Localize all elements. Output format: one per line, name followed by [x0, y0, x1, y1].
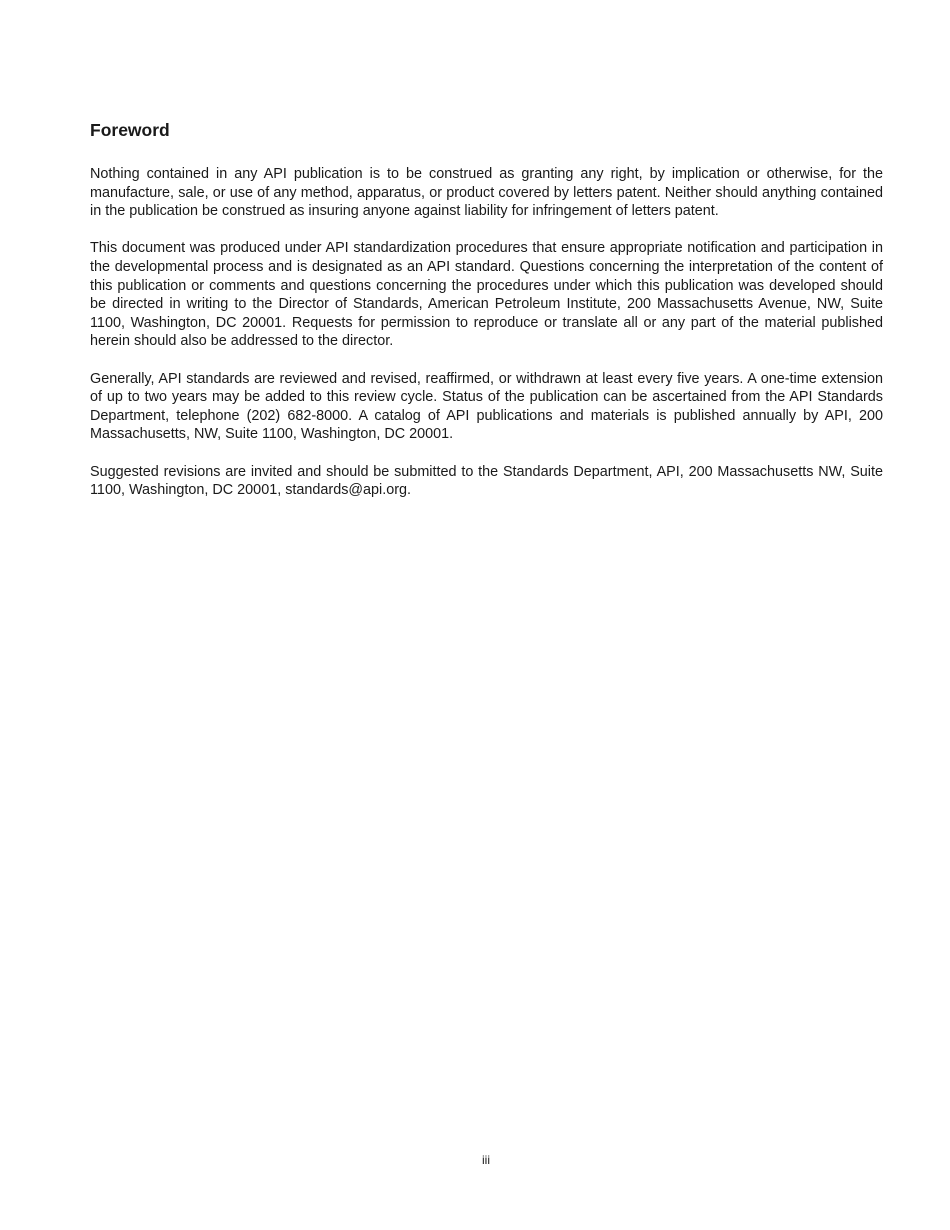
paragraph-standardization-procedures: This document was produced under API standardization procedures that ensure appropriate notification and participation in the developmental process and is designated as an API standard. Questions concerning the interpretation of the content of this publication or comments and questions concerning the procedures under which this publication was developed should be directed in writing to the Director of Standards, American Petroleum Institute, 200 Massachusetts Avenue, NW, Suite 1100, Washington, DC 20001. Requests for permission to reproduce or translate all or any part of the material published herein should also be addressed to the director.	[90, 240, 883, 350]
page-title: Foreword	[90, 120, 170, 140]
paragraph-suggested-revisions: Suggested revisions are invited and should be submitted to the Standards Department, API, 200 Massachusetts NW, Suite 1100, Washington, DC 20001, standards@api.org.	[90, 463, 883, 499]
paragraph-review-cycle: Generally, API standards are reviewed and revised, reaffirmed, or withdrawn at least every five years. A one-time extension of up to two years may be added to this review cycle. Status of the publication can be ascertained from the API Standards Department, telephone (202) 682-8000. A catalog of API publications and materials is published annually by API, 200 Massachusetts, NW, Suite 1100, Washington, DC 20001.	[90, 370, 883, 443]
paragraph-patent-disclaimer: Nothing contained in any API publication is to be construed as granting any right, by implication or otherwise, for the manufacture, sale, or use of any method, apparatus, or product covered by letters patent. Neither should anything contained in the publication be construed as insuring anyone against liability for infringement of letters patent.	[90, 166, 883, 220]
page-content	[90, 118, 883, 518]
page-number: iii	[482, 1153, 490, 1167]
